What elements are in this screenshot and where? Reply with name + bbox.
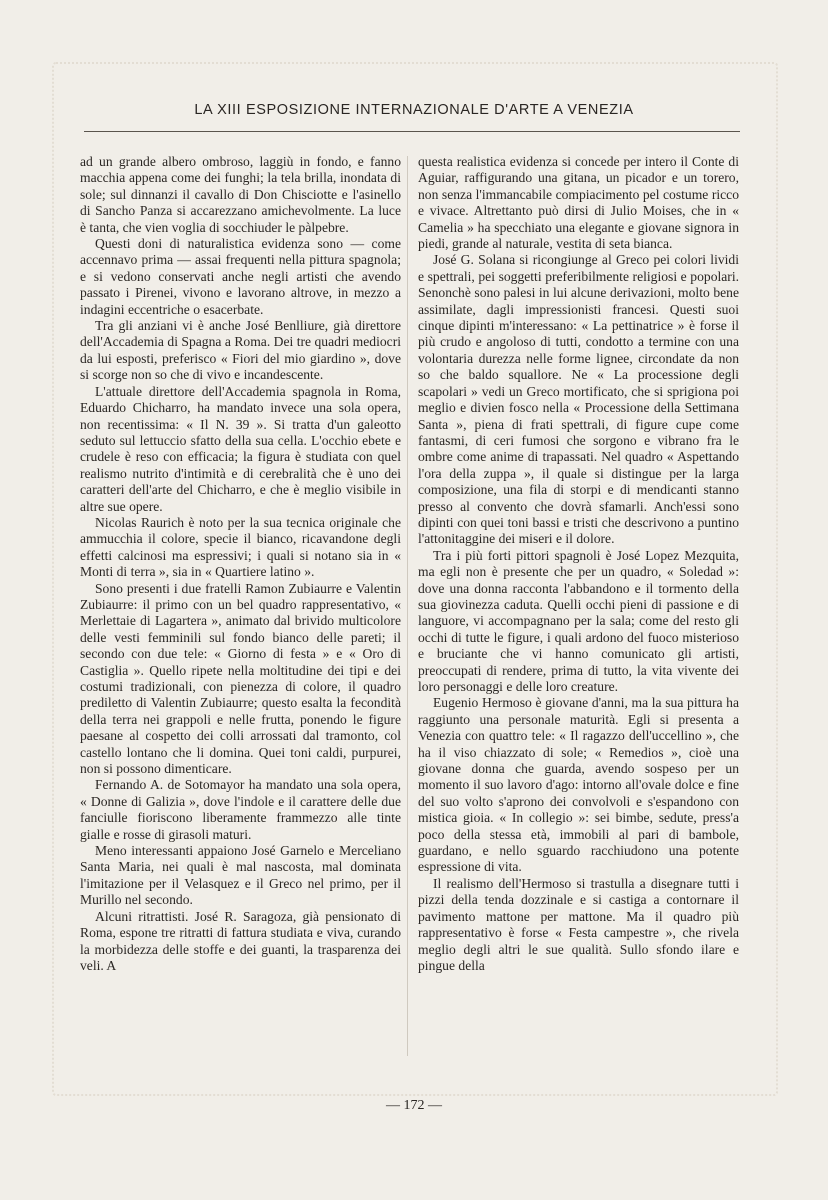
header-rule xyxy=(84,131,740,132)
paragraph: Alcuni ritrattisti. José R. Saragoza, già pensionato di Roma, espone tre ritratti di fattura studiata e viva, curando la morbidezza delle stoffe e dei guanti, la trasparenza dei veli. A xyxy=(80,908,401,973)
paragraph: José G. Solana si ricongiunge al Greco pei colori lividi e spettrali, pei soggetti preferibilmente religiosi e popolari. Senonchè sono palesi in lui alcune derivazioni, molto bene assimilate, dagli impressionisti francesi. Questi suoi cinque dipinti m'interessano: « La pettinatrice » è forse il più crudo e angoloso di tutti, condotto a termine con una volontaria durezza nelle forme lignee, circondate da non so che baldo squallore. Ne « La processione degli scapolari » vedi un Greco mortificato, che si sprigiona poi meglio e divien fosco nella « Processione della Settimana Santa », piena di frati spettrali, di figure cupe come fantasmi, di ceri fumosi che sorgono e vibrano fra le ombre come anime di trapassati. Nel quadro « Aspettando l'ora della zuppa », il quale si distingue per la larga composizione, una fila di storpi e di mendicanti stanno presso al convento che dovrà sfamarli. Anch'essi sono dipinti con quei toni bassi e tristi che descrivono a puntino l'attonitaggine dei miseri e il dolore. xyxy=(418,252,739,547)
paragraph: Tra gli anziani vi è anche José Benlliure, già direttore dell'Accademia di Spagna a Roma. Dei tre quadri mediocri da lui esposti, preferisco « Fiori del mio giardino », dove si scorge non so che di vivo e incandescente. xyxy=(80,318,401,383)
paragraph: L'attuale direttore dell'Accademia spagnola in Roma, Eduardo Chicharro, ha mandato invece una sola opera, non recentissima: « Il N. 39 ». Si tratta d'un galeotto seduto sul lettuccio sfatto della sua cella. L'occhio ebete e crudele è reso con efficacia; la figura è studiata con quel realismo nutrito d'intimità e di cerebralità che è uno dei caratteri dell'arte del Chicharro, e che è meglio visibile in altre sue opere. xyxy=(80,383,401,514)
paragraph: Fernando A. de Sotomayor ha mandato una sola opera, « Donne di Galizia », dove l'indole e il carattere delle due fanciulle fioriscono liberamente frammezzo alle tinte gialle e rosse di girasoli maturi. xyxy=(80,777,401,842)
left-column xyxy=(80,154,401,1066)
paragraph: Tra i più forti pittori spagnoli è José Lopez Mezquita, ma egli non è presente che per un quadro, « Soledad »: dove una donna racconta l'abbandono e il tormento della sua giovinezza caduta. Quelli occhi pieni di passione e di languore, vi accompagnano per la sala; come del resto gli occhi di tutte le figure, i quali ardono del fuoco misterioso e bruciante che vi hanno comunicato gli artisti, preoccupati di rendere, prima di tutto, la vita vivente dei loro personaggi e delle loro creature. xyxy=(418,547,739,694)
paragraph: Questi doni di naturalistica evidenza sono — come accennavo prima — assai frequenti nella pittura spagnola; e si vedono conservati anche negli artisti che avendo passato i Pirenei, vivono e lavorano altrove, in mezzo a indagini eccentriche o esacerbate. xyxy=(80,236,401,317)
paragraph: questa realistica evidenza si concede per intero il Conte di Aguiar, raffigurando una gitana, un picador e un torero, non senza l'immancabile compiacimento pel costume ricco e vivace. Altrettanto può dirsi di Julio Moises, che in « Camelia » ha specchiato una elegante e giovane signora in piedi, grande al naturale, vestita di seta bianca. xyxy=(418,154,739,252)
paragraph: Il realismo dell'Hermoso si trastulla a disegnare tutti i pizzi della tenda dozzinale e si castiga a contornare il pavimento mattone per mattone. Ma il quadro più rappresentativo è forse « Festa campestre », che rivela meglio degli altri le sue qualità. Sullo sfondo ilare e pingue della xyxy=(418,875,739,973)
paragraph: ad un grande albero ombroso, laggiù in fondo, e fanno macchia appena come dei funghi; la tela brilla, inondata di sole; sul dinnanzi il cavallo di Don Chisciotte e l'asinello di Sancho Panza si accarezzano amichevolmente. La luce è tanta, che vien voglia di socchiuder le pàlpebre. xyxy=(80,154,401,235)
right-column xyxy=(418,154,739,1066)
page-number: — 172 — xyxy=(386,1098,442,1113)
column-divider xyxy=(407,156,408,1056)
paragraph: Sono presenti i due fratelli Ramon Zubiaurre e Valentin Zubiaurre: il primo con un bel quadro rappresentativo, « Merlettaie di Lagartera », animato dal brivido multicolore delle vesti femminili sul fondo bianco delle pareti; il secondo con due tele: « Giorno di festa » e « Oro di Castiglia ». Quello ripete nella moltitudine dei tipi e dei costumi tradizionali, con pienezza di colore, il quadro prediletto di Valentin Zubiaurre; questo esalta la fecondità della terra nei grappoli e nelle frutta, ponendo le figure paesane al cospetto dei colli arrossati dal tramonto, col castello lontano che li domina. Quei toni caldi, purpurei, non si possono dimenticare. xyxy=(80,580,401,777)
paragraph: Nicolas Raurich è noto per la sua tecnica originale che ammucchia il colore, specie il bianco, ricavandone degli effetti calcinosi ma espressivi; i quali si notano sia in « Monti di terra », sia in « Quartiere latino ». xyxy=(80,514,401,580)
paragraph: Meno interessanti appaiono José Garnelo e Merceliano Santa Maria, nei quali è mal nascosta, mal dominata l'imitazione per il Velasquez e il Greco nel primo, per il Murillo nel secondo. xyxy=(80,843,401,908)
running-header: LA XIII ESPOSIZIONE INTERNAZIONALE D'ARTE A VENEZIA xyxy=(194,102,634,118)
paragraph: Eugenio Hermoso è giovane d'anni, ma la sua pittura ha raggiunto una personale maturità. Egli si presenta a Venezia con quattro tele: « Il ragazzo dell'uccellino », che ha il viso chiazzato di sole; « Remedios », cioè una giovane donna che guarda, avendo sospeso per un momento il suo lavoro d'ago: intorno all'ovale dolce e fine del suo volto s'aprono dei convolvoli e s'espandono con mistica gioia. « In collegio »: sei bimbe, sedute, press'a poco della stessa età, immobili al pari di bambole, guardano, e nello sguardo racchiudono una potente espressione di vita. xyxy=(418,695,739,875)
